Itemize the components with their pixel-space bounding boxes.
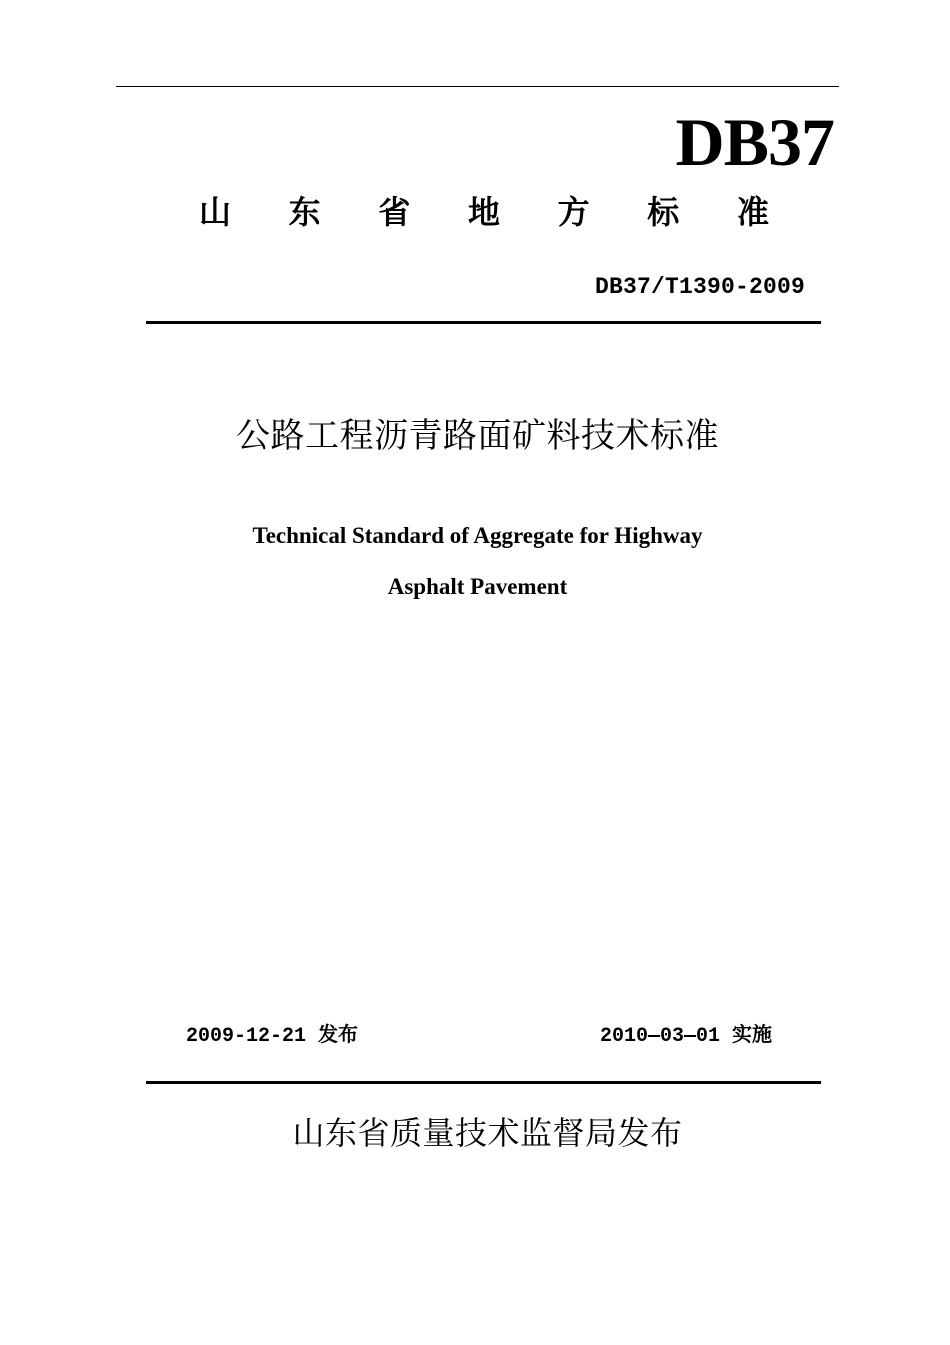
standard-type-char: 准 bbox=[736, 193, 769, 231]
document-title-english-line2: Asphalt Pavement bbox=[387, 574, 568, 599]
standard-code: DB37 bbox=[675, 104, 834, 180]
standard-type-char: 标 bbox=[647, 193, 680, 231]
header-divider bbox=[146, 321, 821, 324]
standard-type-char: 东 bbox=[288, 193, 321, 231]
document-title-english-line1: Technical Standard of Aggregate for Highway bbox=[252, 523, 703, 548]
standard-type-char: 山 bbox=[199, 193, 232, 231]
publish-date-line bbox=[186, 1020, 358, 1051]
standard-type-char: 地 bbox=[467, 193, 500, 231]
effective-label: 实施 bbox=[732, 1022, 773, 1046]
standard-type-char: 方 bbox=[557, 193, 590, 231]
document-title-chinese: 公路工程沥青路面矿料技术标准 bbox=[236, 416, 719, 456]
standard-type-char: 省 bbox=[378, 193, 411, 231]
standard-type-heading bbox=[199, 191, 769, 233]
effective-date-line bbox=[600, 1020, 772, 1051]
publish-label: 发布 bbox=[318, 1022, 359, 1046]
publish-date: 2009-12-21 bbox=[186, 1025, 307, 1048]
publisher: 山东省质量技术监督局发布 bbox=[292, 1114, 683, 1152]
top-rule bbox=[116, 86, 839, 87]
effective-date: 2010—03—01 bbox=[600, 1025, 721, 1048]
footer-divider bbox=[146, 1081, 821, 1084]
standard-number: DB37/T1390-2009 bbox=[594, 274, 805, 300]
